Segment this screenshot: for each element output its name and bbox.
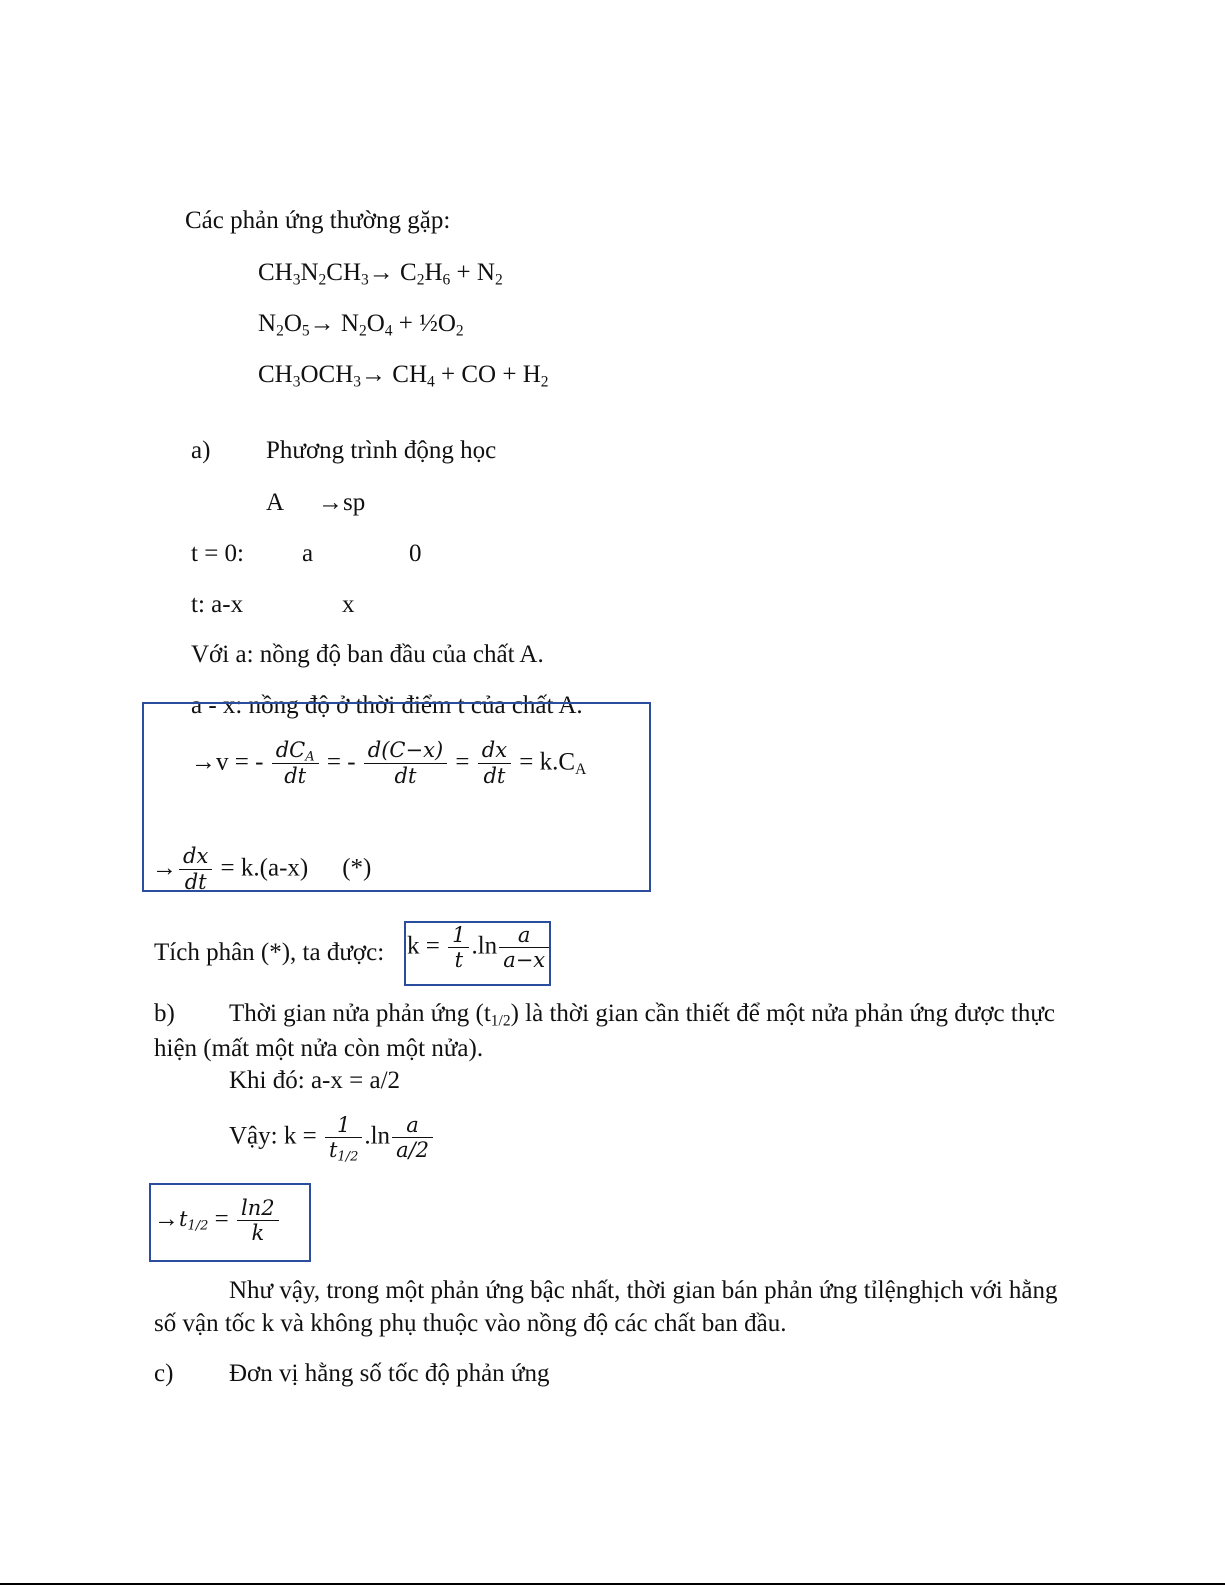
conclusion-line2: số vận tốc k và không phụ thuộc vào nồng độ các chất ban đầu. <box>154 1310 787 1337</box>
arrow-icon: → <box>361 361 387 388</box>
reaction-3: $CH_3OCH_3\to CH_4$ + CO + $H_2$ <box>258 361 549 391</box>
half-life-equation: $\to t_{1/2}$ = $\frac{\ln 2}{k}$ <box>154 1196 281 1245</box>
section-a-marker: a) <box>191 437 211 464</box>
fraction-1-thalf: $\frac{1}{t_{1/2}}$ <box>325 1113 362 1162</box>
vay-equation: Vậy: k = $\frac{1}{t_{1/2}}$ .ln $\frac{a}{a/2}$ <box>229 1113 435 1162</box>
fraction-dCx-dt: $\frac{d(C-x)}{dt}$ <box>364 738 447 789</box>
integral-text: Tích phân (*), ta được: <box>154 939 385 966</box>
arrow-icon: → <box>309 310 335 337</box>
reaction-1: $CH_3N_2CH_3\to C_2H_6 + N_2$ <box>258 259 503 289</box>
section-c-title: Đơn vị hằng số tốc độ phản ứng <box>229 1360 550 1387</box>
row-t0-label: t = 0: <box>191 540 244 567</box>
reaction-A-product: →sp <box>318 489 366 516</box>
section-b-line1: Thời gian nửa phản ứng $(t_{1/2})$ là thời gian cần thiết để một nửa phản ứng được thực <box>229 1000 1055 1030</box>
row-t-b: x <box>342 591 355 618</box>
section-b-line2: hiện (mất một nửa còn một nửa). <box>154 1035 484 1062</box>
section-c-marker: c) <box>154 1360 174 1387</box>
integral-result: k = $\frac{1}{t}$ .ln $\frac{a}{a-x}$ <box>407 923 551 972</box>
fraction-a-ax: $\frac{a}{a-x}$ <box>499 923 549 972</box>
fraction-1-t: $\frac{1}{t}$ <box>448 923 469 972</box>
arrow-icon: → <box>368 259 394 286</box>
rate-equation: →v = - $\frac{dC_A}{dt}$ = - $\frac{d(C-x)}{dt}$ = $\frac{dx}{dt}$ = $k.C_A$ <box>191 738 587 789</box>
intro-text: Các phản ứng thường gặp: <box>185 207 451 234</box>
reaction-2: $N_2O_5\to N_2O_4$ + $\frac{1}{2}O_2$ <box>258 310 464 340</box>
fraction-dCA-dt: $\frac{dC_A}{dt}$ <box>272 738 319 789</box>
row-t0-a: a <box>302 540 314 567</box>
fraction-ln2-k: $\frac{\ln 2}{k}$ <box>237 1196 279 1245</box>
note-conc-at-t: a - x: nồng độ ở thời điểm t của chất A. <box>191 692 583 719</box>
fraction-dx-dt: $\frac{dx}{dt}$ <box>478 738 511 789</box>
differential-equation: → $\frac{dx}{dt}$ = k.(a-x) (*) <box>152 844 372 895</box>
reaction-A-label: A <box>266 489 285 516</box>
conclusion-line1: Như vậy, trong một phản ứng bậc nhất, thời gian bán phản ứng tỉlệnghịch với hằng <box>229 1277 1058 1304</box>
section-a-title: Phương trình động học <box>266 437 497 464</box>
fraction-dx-dt-2: $\frac{dx}{dt}$ <box>179 844 212 895</box>
khi-do-line: Khi đó: a-x = a/2 <box>229 1067 401 1094</box>
equation-tag: (*) <box>342 854 372 882</box>
row-t0-b: 0 <box>409 540 422 567</box>
row-t-label: t: a-x <box>191 591 244 618</box>
section-b-marker: b) <box>154 1000 175 1027</box>
note-initial-conc: Với a: nồng độ ban đầu của chất A. <box>191 641 544 668</box>
fraction-a-ahalf: $\frac{a}{a/2}$ <box>392 1113 433 1162</box>
